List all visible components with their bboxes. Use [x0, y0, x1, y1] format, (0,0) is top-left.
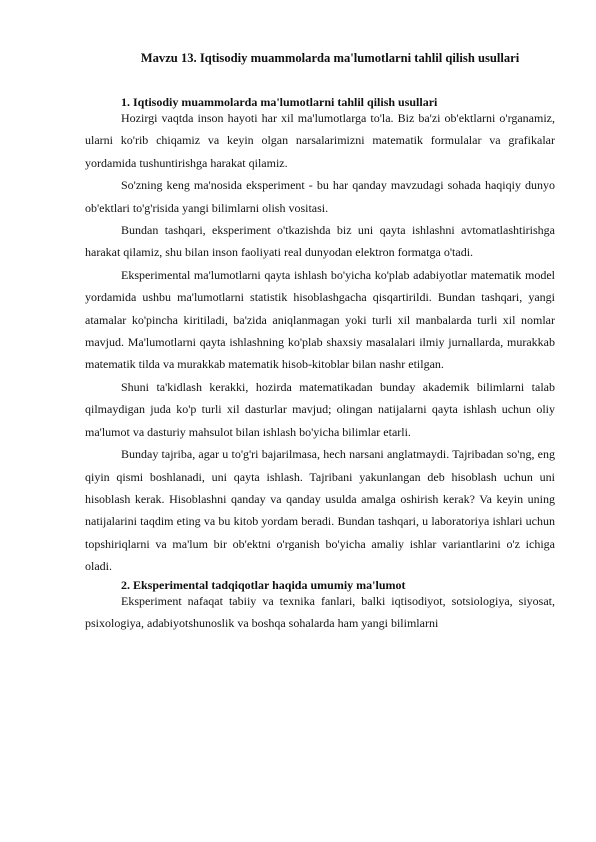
paragraph: Shuni ta'kidlash kerakki, hozirda matematikadan bunday akademik bilimlarni talab qilmaydigan juda ko'p turli xil dasturlar mavjud; olingan natijalarni qayta ishlash uchun oliy ma'lumot va dasturiy mahsulot bilan ishlash bo'yicha bilimlar etarli. [85, 379, 555, 439]
paragraph: So'zning keng ma'nosida eksperiment - bu har qanday mavzudagi sohada haqiqiy dunyo ob'ektlari to'g'risida yangi bilimlarni olish vositasi. [85, 178, 555, 215]
paragraph: Hozirgi vaqtda inson hayoti har xil ma'lumotlarga to'la. Biz ba'zi ob'ektlarni o'rganamiz, ularni ko'rib chiqamiz va keyin olgan narsalarimizni matematik formulalar va grafikalar yordamida tushuntirishga harakat qilamiz. [85, 111, 555, 170]
paragraph: Bundan tashqari, eksperiment o'tkazishda biz uni qayta ishlashni avtomatlashtirishga harakat qilamiz, shu bilan inson faoliyati real dunyodan elektron formatga o'tadi. [85, 223, 555, 260]
paragraph: Bunday tajriba, agar u to'g'ri bajarilmasa, hech narsani anglatmaydi. Tajribadan so'ng, eng qiyin qismi boshlanadi, uni qayta ishlash. Tajribani yakunlangan deb hisoblash uchun uni hisoblash kerak. Hisoblashni qanday va qanday usulda amalga oshirish kerak? Va keyin uning natijalarini taqdim eting va bu kitob yordam beradi. Bundan tashqari, u laboratoriya ishlari uchun topshiriqlarni va ma'lum bir ob'ektni o'rganish bo'yicha amaliy ishlar variantlarini o'z ichiga oladi. [85, 447, 555, 574]
paragraph: Eksperiment nafaqat tabiiy va texnika fanlari, balki iqtisodiyot, sotsiologiya, siyosat, psixologiya, adabiyotshunoslik va boshqa sohalarda ham yangi bilimlarni [85, 593, 555, 630]
paragraph: Eksperimental ma'lumotlarni qayta ishlash bo'yicha ko'plab adabiyotlar matematik model yordamida ushbu ma'lumotlarni statistik hisoblashgacha qisqartirildi. Bundan tashqari, yangi atamalar ko'pincha kiritiladi, ba'zida aniqlanmagan yoki turli xil manbalarda turli xil nomlar mavjud. Ma'lumotlarni qayta ishlashning ko'plab shaxsiy masalalari ilmiy jurnallarda, murakkab matematik tilda va murakkab matematik hisob-kitoblar bilan nashr etilgan. [85, 267, 555, 372]
section-1-heading: 1. Iqtisodiy muammolarda ma'lumotlarni tahlil qilish usullari [121, 95, 438, 109]
document-title: Mavzu 13. Iqtisodiy muammolarda ma'lumotlarni tahlil qilish usullari [140, 51, 520, 65]
document-page [85, 48, 555, 634]
section-2-heading: 2. Eksperimental tadqiqotlar haqida umumiy ma'lumot [121, 577, 406, 592]
